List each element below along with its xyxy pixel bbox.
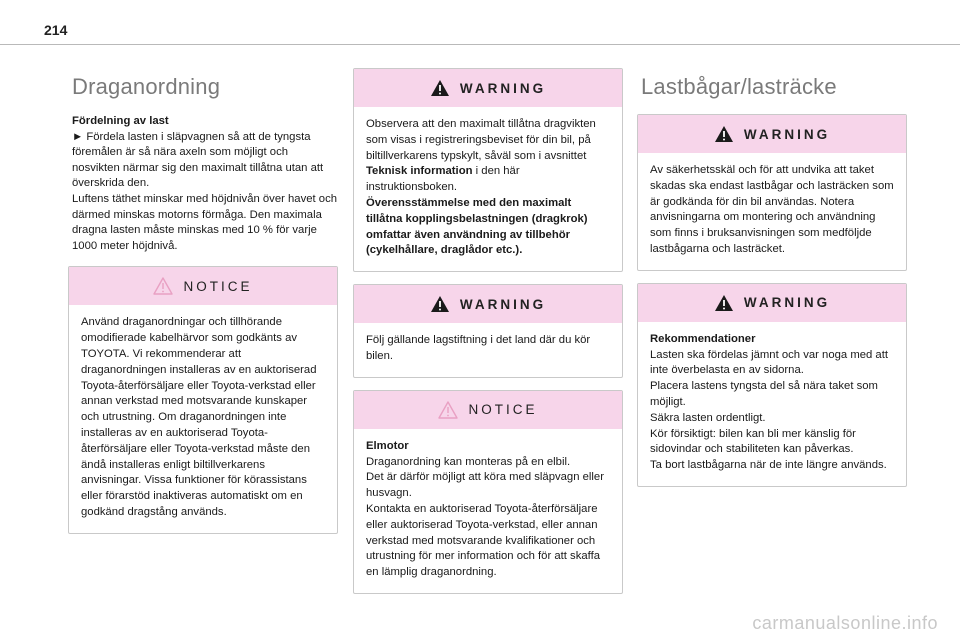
warning-body [638, 322, 906, 486]
warning-line: Placera lastens tyngsta del så nära taket som möjligt. [650, 380, 878, 408]
notice-box [353, 390, 623, 594]
warning-header [354, 69, 622, 107]
warning-line: Ta bort lastbågarna när de inte längre används. [650, 459, 887, 472]
notice-line: Draganordning kan monteras på en elbil. [366, 455, 571, 468]
warning-box [637, 283, 907, 487]
section-title-towing: Draganordning [72, 74, 221, 99]
notice-heading: NOTICE [468, 402, 538, 418]
warning-line: Säkra lasten ordentligt. [650, 411, 766, 424]
notice-header [354, 391, 622, 429]
warning-heading: WARNING [459, 296, 547, 312]
notice-box [68, 266, 338, 533]
notice-line: Det är därför möjligt att köra med släpvagn eller husvagn. [366, 471, 604, 500]
warning-subheading: Rekommendationer [650, 332, 756, 345]
warning-box [353, 68, 623, 272]
warning-emphasis: Teknisk information [366, 165, 473, 178]
warning-body [354, 107, 622, 271]
warning-body: Följ gällande lagstiftning i det land där du kör bilen. [366, 334, 591, 362]
load-distribution-text [68, 114, 338, 254]
warning-triangle-icon [714, 125, 734, 143]
warning-body: Av säkerhetsskäl och för att undvika att taket skadas ska endast lastbågar och lasträcken som är godkända för din bil användas. Notera anvisningarna om montering och användning som finns i bruksanvisningen som medföljde lastbågarna och lasträcket. [650, 164, 894, 255]
warning-triangle-icon [430, 295, 450, 313]
warning-box [637, 114, 907, 271]
column-roof-rails [637, 64, 907, 499]
warning-triangle-icon [438, 401, 458, 419]
warning-heading: WARNING [743, 126, 831, 142]
notice-heading: NOTICE [183, 278, 253, 294]
notice-body: Använd draganordningar och tillhörande omodifierade kabelhärvor som godkänts av TOYOTA. Vi rekommenderar att draganordningen installeras av en auktoriserad Toyota-återförsäljare eller Toyota-verkstad eller annan verkstad med motsvarande kunskaper och utrustning. Om draganordningen inte installeras av en auktoriserad Toyota-återförsäljare eller Toyota-verkstad måste den ändå installeras enligt biltillverkarens anvisningar. Vissa funktioner för körassistans eller förarstöd inaktiveras automatiskt om en godkänd dragstång används. [81, 316, 317, 518]
warning-heading: WARNING [459, 80, 547, 96]
warning-box [353, 284, 623, 378]
watermark: carmanualsonline.info [752, 613, 938, 633]
warning-triangle-icon [153, 277, 173, 295]
notice-line: Kontakta en auktoriserad Toyota-återförsäljare eller auktoriserad Toyota-verkstad, eller annan verkstad med motsvarande kvalifikationer och utrustning för mer information och för att skaffa en lämplig draganordning. [366, 502, 600, 579]
paragraph: ► Fördela lasten i släpvagnen så att de tyngsta föremålen är så nära axeln som möjligt och nosvikten närmar sig den maximalt tillåtna utan att överskrida den. [72, 130, 324, 190]
warning-heading: WARNING [743, 295, 831, 311]
warning-header [638, 115, 906, 153]
warning-header [638, 284, 906, 322]
warning-triangle-icon [714, 294, 734, 312]
column-warnings [353, 64, 623, 606]
section-title-roof-rails: Lastbågar/lasträcke [641, 74, 837, 99]
page-number: 214 [44, 22, 68, 38]
warning-text: i den här instruktionsboken. [366, 165, 520, 194]
load-distribution-heading: Fördelning av last [72, 115, 169, 127]
warning-line: Kör försiktigt: bilen kan bli mer känslig för sidovindar och stabiliteten kan påverkas. [650, 427, 856, 456]
paragraph: Luftens täthet minskar med höjdnivån över havet och därmed minskas motorns förmåga. Den maximala dragna lasten måste minskas med 10 % för varje 1000 meter höjdnivå. [72, 192, 338, 252]
warning-header [354, 285, 622, 323]
warning-line: Lasten ska fördelas jämnt och var noga med att inte överbelasta en av sidorna. [650, 348, 888, 377]
notice-header [69, 267, 337, 305]
warning-text: Observera att den maximalt tillåtna dragvikten som visas i registreringsbeviset för din bil, på biltillverkarens typskylt, såväl som i avsnittet [366, 118, 596, 162]
notice-body [354, 429, 622, 593]
header-divider [0, 44, 960, 45]
warning-emphasis: Överensstämmelse med den maximalt tillåtna kopplingsbelastningen (dragkrok) omfattar även användning av tillbehör (cykelhållare, draglådor etc.). [366, 196, 588, 257]
column-towing [68, 64, 338, 546]
warning-triangle-icon [430, 79, 450, 97]
notice-subheading: Elmotor [366, 439, 409, 452]
